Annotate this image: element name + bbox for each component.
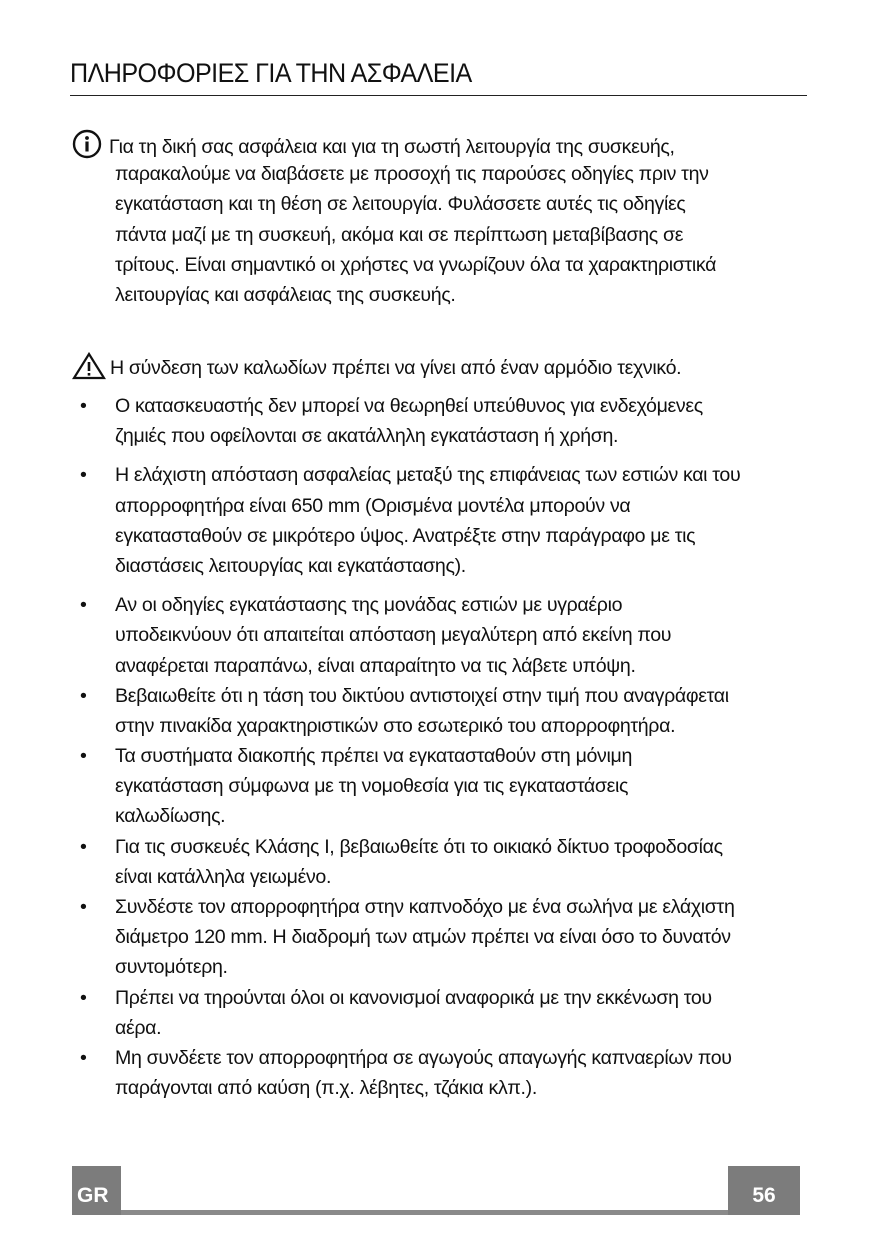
bullet-line: Συνδέστε τον απορροφητήρα στην καπνοδόχο με ένα σωλήνα με ελάχιστη xyxy=(115,896,735,918)
bullet-symbol: • xyxy=(80,1046,87,1069)
bullet-line: παράγονται από καύση (π.χ. λέβητες, τζάκια κλπ.). xyxy=(115,1077,537,1100)
list-item xyxy=(76,832,806,892)
bullet-line: καλωδίωσης. xyxy=(115,805,226,828)
bullet-line: Τα συστήματα διακοπής πρέπει να εγκατασταθούν στη μόνιμη xyxy=(115,745,632,768)
bullet-line: υποδεικνύουν ότι απαιτείται απόσταση μεγαλύτερη από εκείνη που xyxy=(115,624,672,647)
bullet-line: συντομότερη. xyxy=(115,956,228,979)
bullet-line: Βεβαιωθείτε ότι η τάση του δικτύου αντιστοιχεί στην τιμή που αναγράφεται xyxy=(115,684,729,707)
bullet-symbol: • xyxy=(80,684,87,707)
language-tab: GR xyxy=(72,1166,121,1215)
bullet-line: εγκατασταθούν σε μικρότερο ύψος. Ανατρέξτε στην παράγραφο με τις xyxy=(115,524,696,547)
info-line-2: παρακαλούμε να διαβάσετε με προσοχή τις παρούσες οδηγίες πριν την xyxy=(115,163,709,186)
list-item xyxy=(76,460,806,581)
warning-line xyxy=(72,352,792,383)
bullet-line: ζημιές που οφείλονται σε ακατάλληλη εγκατάσταση ή χρήση. xyxy=(115,425,619,448)
bullet-symbol: • xyxy=(80,464,87,487)
bullet-symbol: • xyxy=(80,395,87,417)
bullet-line: Μη συνδέετε τον απορροφητήρα σε αγωγούς απαγωγής καπναερίων που xyxy=(115,1046,732,1069)
list-item xyxy=(76,391,806,451)
info-line-6: λειτουργίας και ασφάλειας της συσκευής. xyxy=(115,283,456,306)
safety-bullet-list xyxy=(76,391,806,1103)
page-title: ΠΛΗΡΟΦΟΡΙΕΣ ΓΙΑ ΤΗΝ ΑΣΦΑΛΕΙΑ xyxy=(70,58,472,88)
bullet-symbol: • xyxy=(80,986,87,1009)
bullet-line: διάμετρο 120 mm. Η διαδρομή των ατμών πρέπει να είναι όσο το δυνατόν xyxy=(115,926,731,949)
bullet-line: Αν οι οδηγίες εγκατάστασης της μονάδας εστιών με υγραέριο xyxy=(115,594,623,617)
list-item xyxy=(76,983,806,1043)
bullet-line: Πρέπει να τηρούνται όλοι οι κανονισμοί αναφορικά με την εκκένωση του xyxy=(115,986,712,1009)
bullet-symbol: • xyxy=(80,594,87,617)
warning-triangle-icon xyxy=(72,352,106,380)
bullet-line: αέρα. xyxy=(115,1016,162,1039)
bullet-symbol: • xyxy=(80,896,87,918)
bullet-symbol: • xyxy=(80,745,87,768)
page-number: 56 xyxy=(728,1166,800,1215)
bullet-line: εγκατάσταση σύμφωνα με τη νομοθεσία για τις εγκαταστάσεις xyxy=(115,775,629,798)
list-item xyxy=(76,681,806,741)
info-line-3: εγκατάσταση και τη θέση σε λειτουργία. Φυλάσσετε αυτές τις οδηγίες xyxy=(115,193,686,216)
list-item xyxy=(76,741,806,832)
info-icon xyxy=(72,129,102,159)
bullet-line: Για τις συσκευές Κλάσης I, βεβαιωθείτε ότι το οικιακό δίκτυο τροφοδοσίας xyxy=(115,835,723,858)
title-divider xyxy=(70,95,807,96)
bullet-line: διαστάσεις λειτουργίας και εγκατάστασης). xyxy=(115,554,466,577)
bullet-line: στην πινακίδα χαρακτηριστικών στο εσωτερικό του απορροφητήρα. xyxy=(115,714,676,737)
list-item xyxy=(76,1043,806,1103)
bullet-line: Ο κατασκευαστής δεν μπορεί να θεωρηθεί υπεύθυνος για ενδεχόμενες xyxy=(115,395,703,417)
info-line-4: πάντα μαζί με τη συσκευή, ακόμα και σε περίπτωση μεταβίβασης σε xyxy=(115,223,684,246)
footer-divider xyxy=(121,1210,728,1215)
info-line-1 xyxy=(72,129,792,159)
list-item xyxy=(76,892,806,983)
list-item xyxy=(76,590,806,681)
info-line-5: τρίτους. Είναι σημαντικό οι χρήστες να γνωρίζουν όλα τα χαρακτηριστικά xyxy=(115,253,717,276)
info-paragraph xyxy=(72,129,792,310)
bullet-line: είναι κατάλληλα γειωμένο. xyxy=(115,865,332,888)
warning-text: Η σύνδεση των καλωδίων πρέπει να γίνει από έναν αρμόδιο τεχνικό. xyxy=(110,357,682,379)
bullet-line: αναφέρεται παραπάνω, είναι απαραίτητο να τις λάβετε υπόψη. xyxy=(115,654,636,677)
info-line-text: Για τη δική σας ασφάλεια και για τη σωστή λειτουργία της συσκευής, xyxy=(109,136,675,158)
bullet-line: απορροφητήρα είναι 650 mm (Ορισμένα μοντέλα μπορούν να xyxy=(115,494,631,517)
bullet-line: Η ελάχιστη απόσταση ασφαλείας μεταξύ της επιφάνειας των εστιών και του xyxy=(115,464,741,487)
bullet-symbol: • xyxy=(80,835,87,858)
